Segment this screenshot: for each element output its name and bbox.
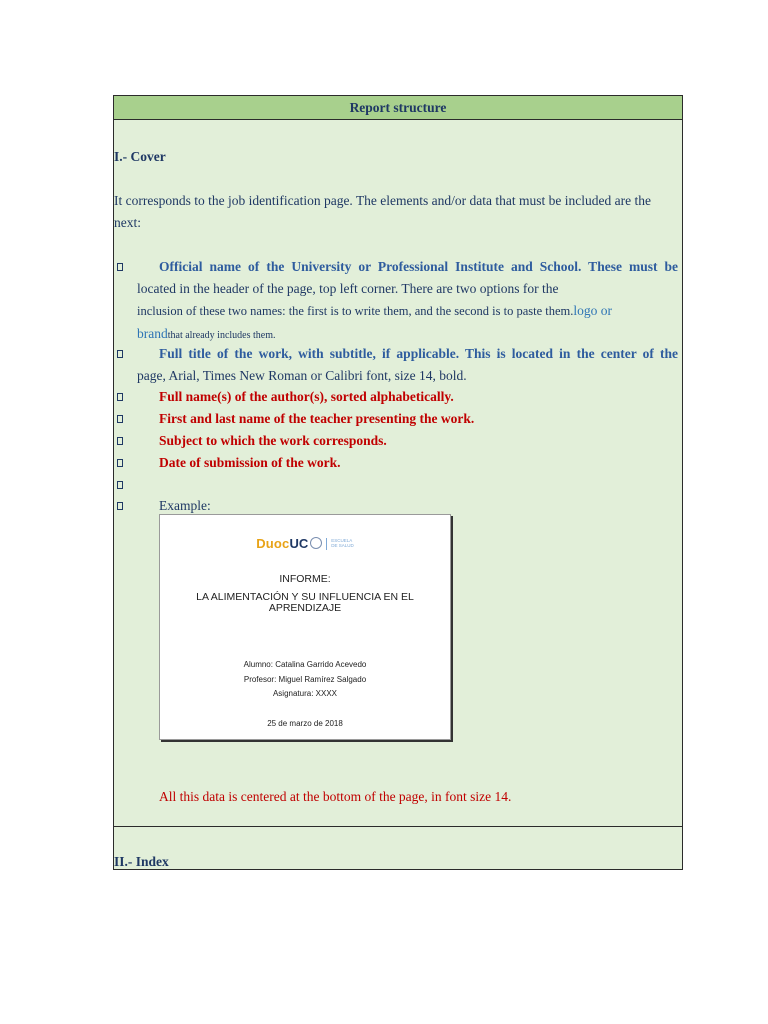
intro-line-2: next: <box>114 215 141 230</box>
table-header: Report structure <box>114 96 682 120</box>
logo-school-line-1: ESCUELA <box>331 538 353 543</box>
logo-uc-text: UC <box>289 536 309 551</box>
bullet-icon <box>117 459 123 467</box>
bullet-icon <box>117 481 123 489</box>
item-example-label: Example: <box>159 498 211 513</box>
logo-school-label <box>331 538 354 548</box>
section-divider <box>114 826 682 827</box>
footer-note: All this data is centered at the bottom of the page, in font size 14. <box>159 789 512 804</box>
cover-title-line-2: APRENDIZAJE <box>268 602 342 614</box>
logo-school-line-2: DE SALUD <box>331 543 354 548</box>
bullet-icon <box>117 437 123 445</box>
item-university-line-2: located in the header of the page, top left corner. There are two options for the <box>137 281 559 296</box>
bullet-icon <box>117 502 123 510</box>
item-subject: Subject to which the work corresponds. <box>159 433 387 448</box>
cover-title-line-1: LA ALIMENTACIÓN Y SU INFLUENCIA EN EL <box>196 591 414 603</box>
example-cover-image <box>159 514 451 740</box>
item-date: Date of submission of the work. <box>159 455 341 470</box>
item-authors: Full name(s) of the author(s), sorted alphabetically. <box>159 389 454 404</box>
report-structure-table <box>113 95 683 870</box>
item-university-line-3-text: inclusion of these two names: the first is to write them, and the second is to paste them. <box>137 304 574 318</box>
item-title-line-2: page, Arial, Times New Roman or Calibri font, size 14, bold. <box>137 368 467 383</box>
item-university-line-3 <box>137 303 612 319</box>
logo-duoc-text: Duoc <box>256 536 290 551</box>
logo-link[interactable]: logo or <box>573 303 612 318</box>
logo-divider <box>326 538 327 550</box>
intro-line-1: It corresponds to the job identification page. The elements and/or data that must be included are the <box>114 193 651 208</box>
section-cover-title: I.- Cover <box>114 149 166 164</box>
bullet-icon <box>117 393 123 401</box>
cover-teacher: Profesor: Miguel Ramírez Salgado <box>243 675 367 684</box>
bullet-icon <box>117 415 123 423</box>
item-university-bold: Official name of the University or Professional Institute and School. These must be <box>159 259 678 274</box>
cover-student: Alumno: Catalina Garrido Acevedo <box>243 660 367 669</box>
bullet-icon <box>117 350 123 358</box>
section-index-title: II.- Index <box>114 854 169 869</box>
brand-link[interactable]: brand <box>137 326 168 341</box>
institution-logo <box>160 535 450 553</box>
cover-report-label: INFORME: <box>279 573 331 585</box>
cover-date: 25 de marzo de 2018 <box>267 719 343 728</box>
seal-icon <box>310 537 322 549</box>
item-teacher: First and last name of the teacher presenting the work. <box>159 411 475 426</box>
bullet-icon <box>117 263 123 271</box>
item-university-line-4 <box>137 325 276 343</box>
item-university-line-4-small: that already includes them. <box>167 330 276 341</box>
cover-subject: Asignatura: XXXX <box>272 689 338 698</box>
item-title-bold: Full title of the work, with subtitle, if applicable. This is located in the center of the <box>159 346 678 361</box>
